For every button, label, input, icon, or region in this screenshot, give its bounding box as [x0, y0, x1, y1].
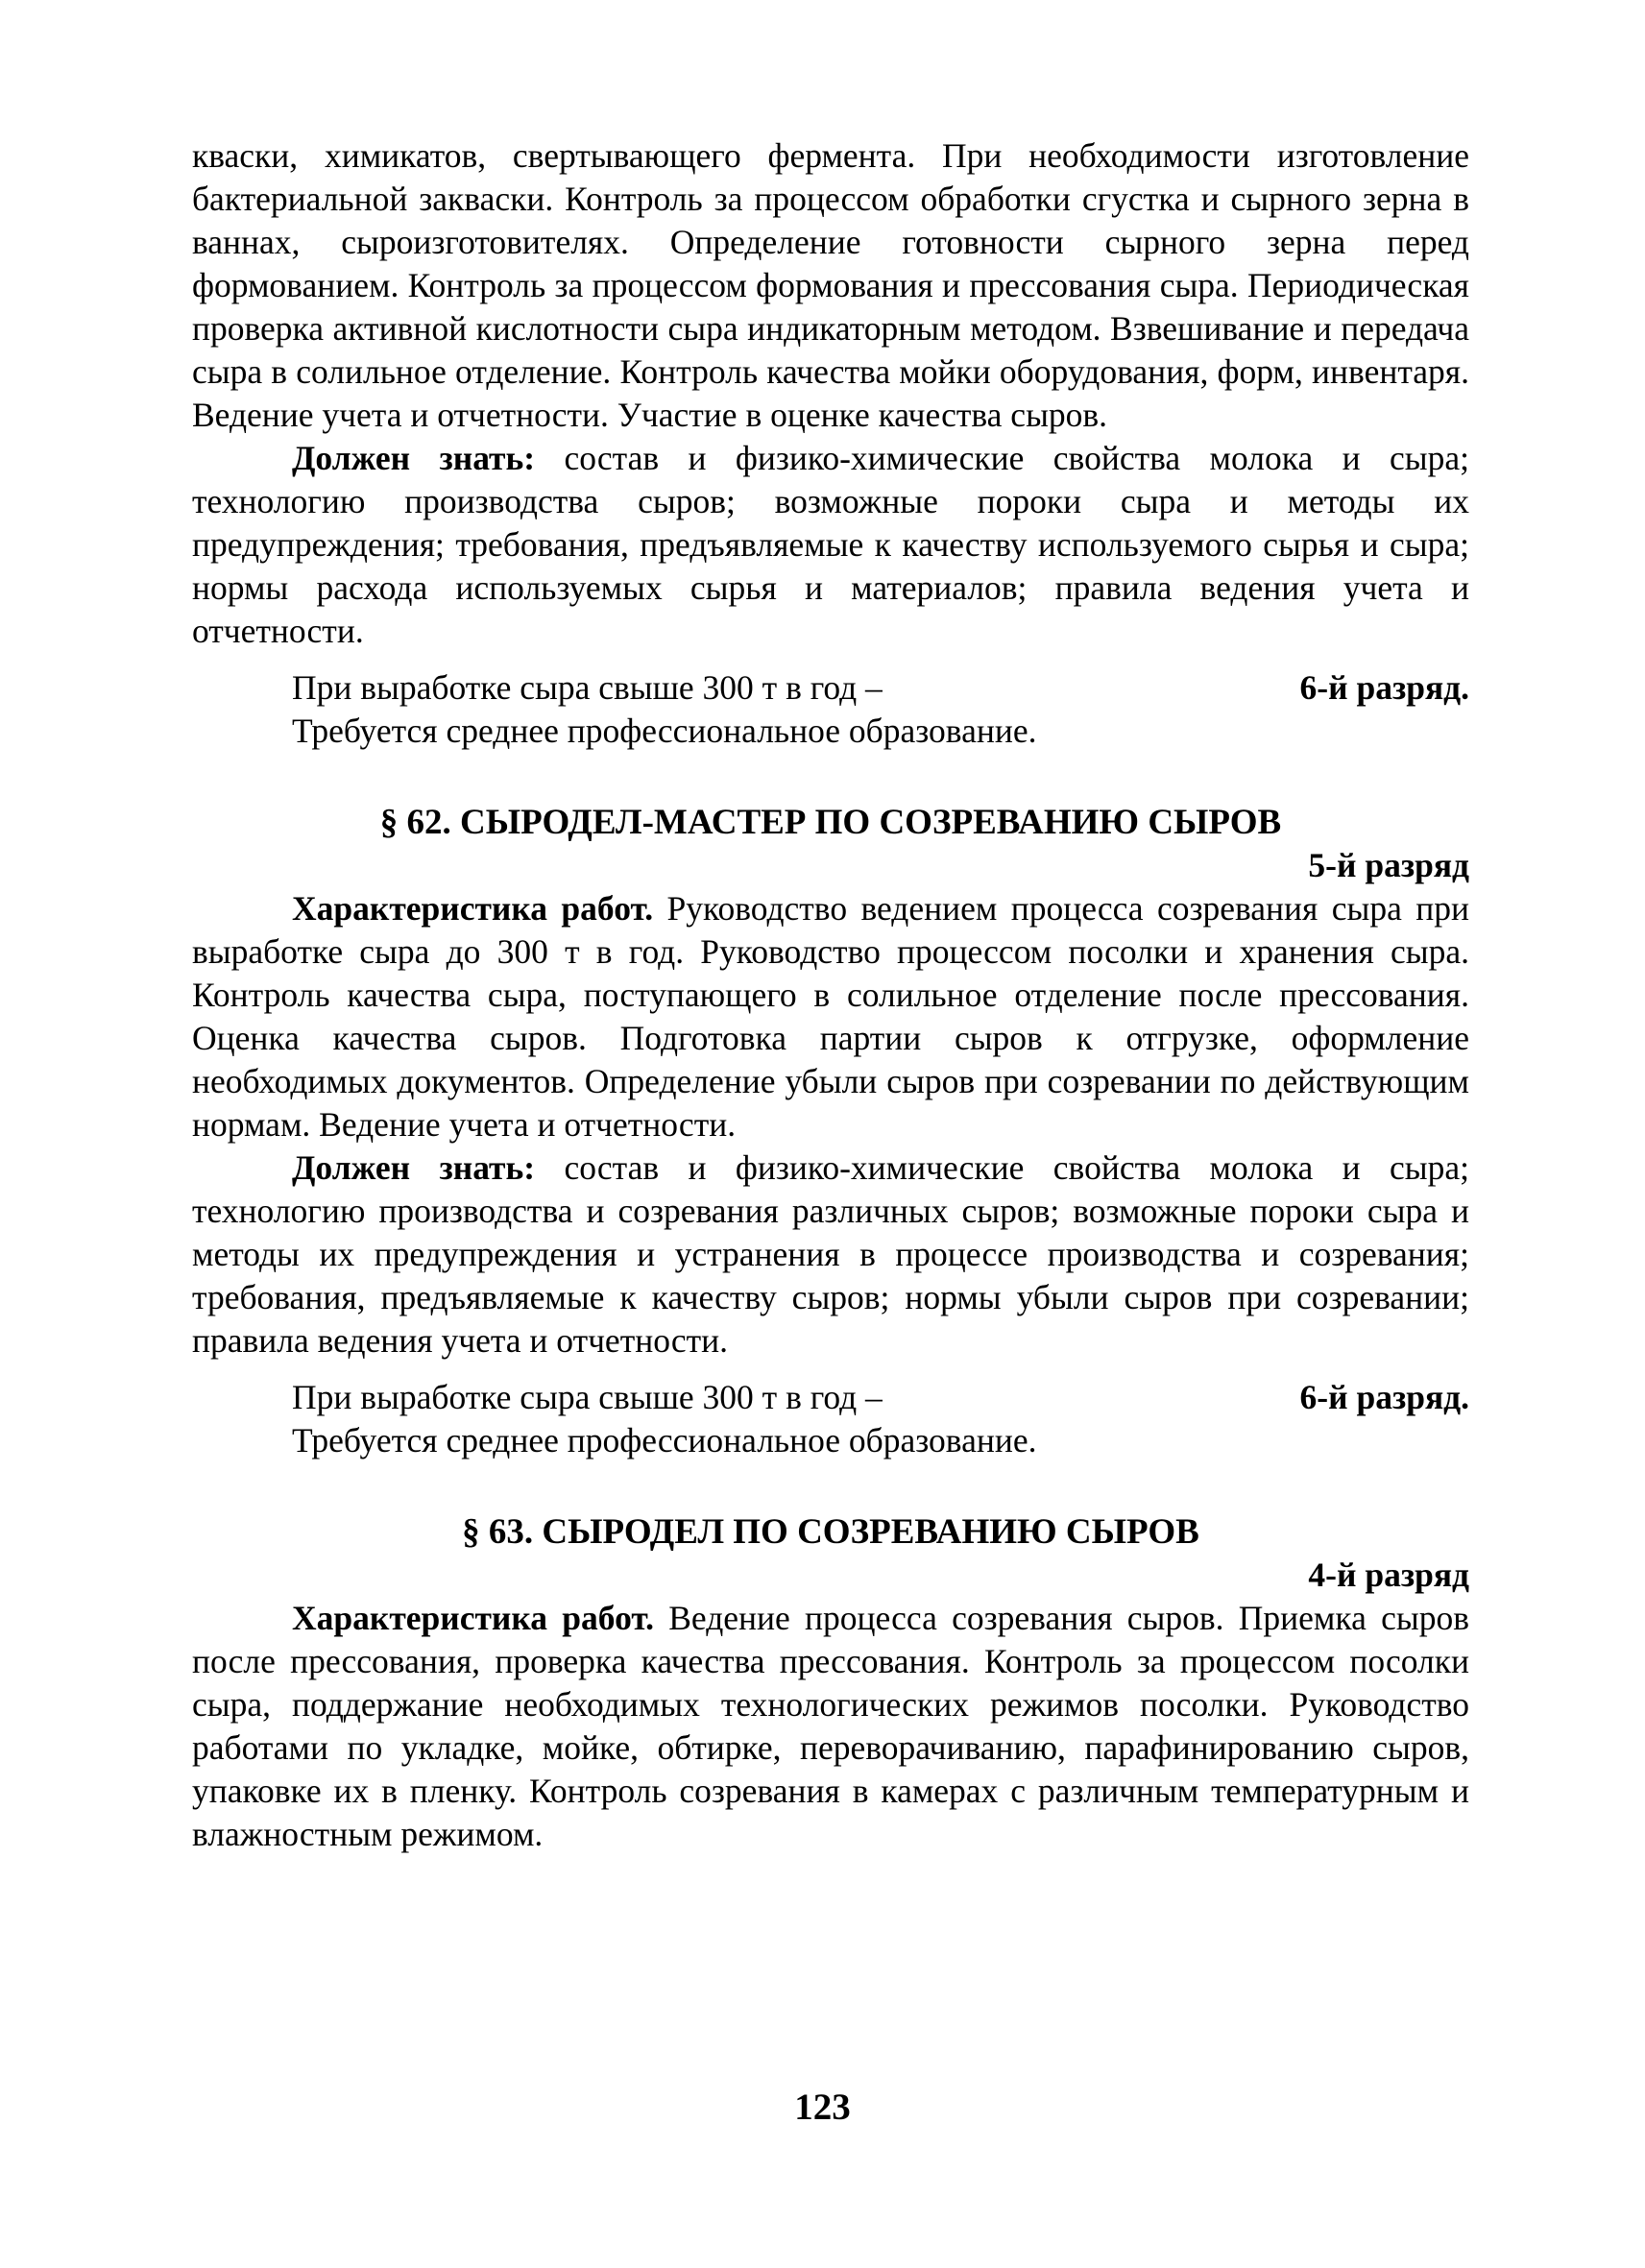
section-62-grade: 5-й разряд: [1308, 846, 1469, 884]
section-62-work-text: Руководство ведением процесса созревания сыра при выработке сыра до 300 т в год. Руководство процессом посолки и хранения сыра. Контроль качества сыра, поступающего в солильное отделение после прессования. Оценка качества сыров. Подготовка партии сыров к отгрузке, оформление необходимых документов. Определение убыли сыров при созревании по действующим нормам. Ведение учета и отчетности.: [192, 889, 1469, 1144]
section-62-condition-text: При выработке сыра свыше 300 т в год –: [292, 1378, 883, 1416]
top-knowledge-paragraph: [192, 437, 1469, 653]
top-requirement: Требуется среднее профессиональное образование.: [292, 712, 1037, 750]
section-62-work-paragraph: [192, 887, 1469, 1146]
page-content: [192, 134, 1469, 1856]
page-number: 123: [794, 2087, 851, 2128]
section-63-work-text: Ведение процесса созревания сыров. Приемка сыров после прессования, проверка качества прессования. Контроль за процессом посолки сыра, поддержание необходимых технологических режимов посолки. Руководство работами по укладке, мойке, обтирке, переворачиванию, парафинированию сыров, упаковке их в пленку. Контроль созревания в камерах с различным температурным и влажностным режимом.: [192, 1599, 1469, 1853]
section-63-grade: 4-й разряд: [1308, 1556, 1469, 1594]
section-62-knowledge-paragraph: [192, 1146, 1469, 1363]
section-62-knowledge-text: состав и физико-химические свойства молока и сыра; технологию производства и созревания различных сыров; возможные пороки сыра и методы их предупреждения и устранения в процессе производства и созревания; требования, предъявляемые к качеству сыров; нормы убыли сыров при созревании; правила ведения учета и отчетности.: [192, 1148, 1469, 1360]
section-62-condition-line: [192, 1376, 1469, 1419]
top-knowledge-text: состав и физико-химические свойства молока и сыра; технологию производства сыров; возможные пороки сыра и методы их предупреждения; требования, предъявляемые к качеству используемого сырья и сыра; нормы расхода используемых сырья и материалов; правила ведения учета и отчетности.: [192, 439, 1469, 650]
section-63-work-label: Характеристика работ.: [292, 1599, 654, 1637]
top-knowledge-label: Должен знать:: [292, 439, 536, 477]
top-paragraph: кваски, химикатов, свертывающего фермента. При необходимости изготовление бактериальной закваски. Контроль за процессом обработки сгустка и сырного зерна в ваннах, сыроизготовителях. Определение готовности сырного зерна перед формованием. Контроль за процессом формования и прессования сыра. Периодическая проверка активной кислотности сыра индикаторным методом. Взвешивание и передача сыра в солильное отделение. Контроль качества мойки оборудования, форм, инвентаря. Ведение учета и отчетности. Участие в оценке качества сыров.: [192, 136, 1469, 434]
section-62-knowledge-label: Должен знать:: [292, 1148, 536, 1187]
section-62-requirement: Требуется среднее профессиональное образование.: [292, 1421, 1037, 1460]
section-63-title: § 63. СЫРОДЕЛ ПО СОЗРЕВАНИЮ СЫРОВ: [462, 1512, 1199, 1552]
section-63-work-paragraph: [192, 1597, 1469, 1856]
section-62-work-label: Характеристика работ.: [292, 889, 654, 928]
section-62-condition-grade: 6-й разряд.: [1299, 1378, 1469, 1416]
top-condition-grade: 6-й разряд.: [1299, 668, 1469, 707]
section-62-title: § 62. СЫРОДЕЛ-МАСТЕР ПО СОЗРЕВАНИЮ СЫРОВ: [379, 803, 1282, 842]
top-condition-line: [192, 666, 1469, 710]
top-condition-text: При выработке сыра свыше 300 т в год –: [292, 668, 883, 707]
